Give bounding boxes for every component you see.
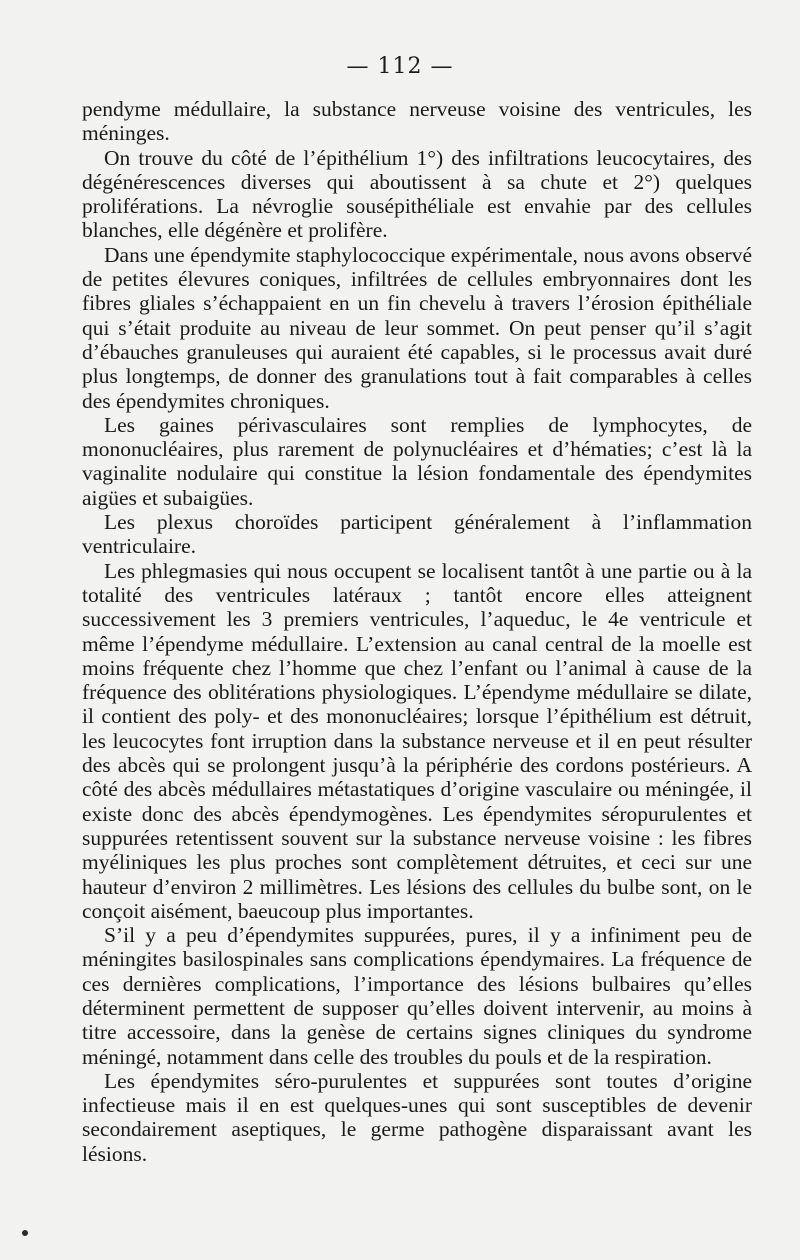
paragraph-1: pendyme médullaire, la substance nerveuse voisine des ventricules, les méninges. [82,97,752,146]
paragraph-4: Les gaines périvasculaires sont remplies de lymphocytes, de mononucléaires, plus rarement de polynucléaires et d’hématies; c’est là la vaginalite nodulaire qui constitue la lésion fondamentale des épendymites aigües et subaigües. [82,412,752,510]
paragraph-7: S’il y a peu d’épendymites suppurées, pures, il y a infiniment peu de méningites basilospinales sans complications épendymaires. La fréquence de ces dernières complications, l’importance des lésions bulbaires qu’elles déterminent permettent de supposer qu’elles doivent intervenir, au moins à titre accessoire, dans la genèse de certains signes cliniques du syndrome méningé, notamment dans celle des troubles du pouls et de la respiration. [82,923,752,1069]
paragraph-6: Les phlegmasies qui nous occupent se localisent tantôt à une partie ou à la totalité des ventricules latéraux ; tantôt encore elles atteignent successivement les 3 premiers ventricules, l’aqueduc, le 4e ventricule et même l’épendyme médullaire. L’extension au canal central de la moelle est moins fréquente chez l’homme que chez l’enfant ou l’animal à cause de la fréquence des oblitérations physiologiques. L’épendyme médullaire se dilate, il contient des poly- et des mononucléaires; lorsque l’épithélium est détruit, les leucocytes font irruption dans la substance nerveuse et il en peut résulter des abcès qui se prolongent jusqu’à la périphérie des cordons postérieurs. A côté des abcès médullaires métastatiques d’origine vasculaire ou méningée, il existe donc des abcès épendymogènes. Les épendymites séropurulentes et suppurées retentissent souvent sur la substance nerveuse voisine : les fibres myéliniques les plus proches sont complètement détruites, et ceci sur une hauteur d’environ 2 millimètres. Les lésions des cellules du bulbe sont, on le conçoit aisément, baeucoup plus importantes. [82,558,752,923]
ink-speck [22,1230,28,1236]
paragraph-8: Les épendymites séro-purulentes et suppurées sont toutes d’origine infectieuse mais il en est quelques-unes qui sont susceptibles de devenir secondairement aseptiques, le germe pathogène disparaissant avant les lésions. [82,1068,752,1166]
body-text [82,97,752,1166]
page-number: — 112 — [346,54,454,79]
paragraph-3: Dans une épendymite staphylococcique expérimentale, nous avons observé de petites élevures coniques, infiltrées de cellules embryonnaires dont les fibres gliales s’échappaient en un fin chevelu à travers l’érosion épithéliale qui s’était produite au niveau de leur sommet. On peut penser qu’il s’agit d’ébauches granuleuses qui auraient été capables, si le processus avait duré plus longtemps, de donner des granulations tout à fait comparables à celles des épendymites chroniques. [82,242,752,413]
paragraph-5: Les plexus choroïdes participent généralement à l’inflammation ventriculaire. [82,510,752,559]
paragraph-2: On trouve du côté de l’épithélium 1°) des infiltrations leucocytaires, des dégénérescences diverses qui aboutissent à sa chute et 2°) quelques proliférations. La névroglie sousépithéliale est envahie par des cellules blanches, elle dégénère et prolifère. [82,145,752,243]
